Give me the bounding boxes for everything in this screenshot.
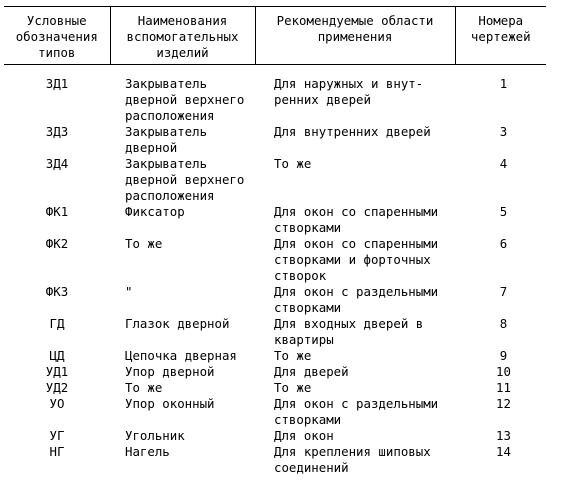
drawing-number-cell: 7: [499, 284, 508, 299]
table-row: [4, 444, 546, 476]
product-name-cell: Упор оконный: [125, 396, 215, 411]
application-area-cell: Для крепления шиповых соединений: [274, 444, 431, 475]
type-code-cell: УГ: [49, 428, 65, 443]
table-row: [4, 316, 546, 348]
drawing-number-cell: 5: [499, 204, 508, 219]
product-name-cell: Закрыватель дверной: [125, 124, 208, 155]
product-name-cell: Фиксатор: [125, 204, 185, 219]
drawing-number-cell: 12: [496, 396, 511, 411]
product-name-cell: Глазок дверной: [125, 316, 230, 331]
application-area-cell: Для окон: [274, 428, 334, 443]
product-name-cell: То же: [125, 236, 163, 251]
application-area-cell: То же: [274, 380, 312, 395]
product-name-cell: Закрыватель дверной верхнего расположения: [125, 76, 245, 123]
application-area-cell: То же: [274, 156, 312, 171]
type-code-cell: НГ: [49, 444, 65, 459]
header-product-name: Наименования вспомогательных изделий: [110, 7, 255, 65]
drawing-number-cell: 4: [499, 156, 508, 171]
application-area-cell: Для внутренних дверей: [274, 124, 431, 139]
application-area-cell: То же: [274, 348, 312, 363]
table-row: [4, 156, 546, 204]
application-area-cell: Для окон со спаренными створками: [274, 204, 439, 235]
product-name-cell: То же: [125, 380, 163, 395]
product-name-cell: ": [125, 284, 133, 299]
type-code-cell: ФК2: [45, 236, 69, 251]
type-code-cell: УО: [49, 396, 65, 411]
table-row: [4, 204, 546, 236]
drawing-number-cell: 9: [499, 348, 508, 363]
application-area-cell: Для дверей: [274, 364, 349, 379]
drawing-number-cell: 10: [496, 364, 511, 379]
type-code-cell: ФК3: [45, 284, 69, 299]
type-code-cell: ФК1: [45, 204, 69, 219]
table-body: [4, 65, 546, 477]
application-area-cell: Для входных дверей в квартиры: [274, 316, 424, 347]
product-name-cell: Нагель: [125, 444, 170, 459]
table-row: [4, 236, 546, 284]
table-row: [4, 284, 546, 316]
application-area-cell: Для окон со спаренными створками и форточных створок: [274, 236, 439, 283]
table-row: [4, 364, 546, 380]
drawing-number-cell: 11: [496, 380, 511, 395]
application-area-cell: Для наружных и внут- ренних дверей: [274, 76, 424, 107]
table-row: [4, 428, 546, 444]
header-drawing-number: Номера чертежей: [455, 7, 546, 65]
type-code-cell: УД1: [45, 364, 69, 379]
application-area-cell: Для окон с раздельными створками: [274, 284, 439, 315]
header-application-area: Рекомендуемые области применения: [255, 7, 455, 65]
drawing-number-cell: 1: [499, 76, 508, 91]
type-code-cell: ЗД1: [45, 76, 69, 91]
table-row: [4, 380, 546, 396]
drawing-number-cell: 6: [499, 236, 508, 251]
product-name-cell: Угольник: [125, 428, 185, 443]
table-row: [4, 124, 546, 156]
drawing-number-cell: 8: [499, 316, 508, 331]
products-table: [4, 6, 546, 476]
type-code-cell: ЦД: [49, 348, 65, 363]
table-row: [4, 348, 546, 364]
table-row: [4, 396, 546, 428]
table-row: [4, 65, 546, 125]
type-code-cell: УД2: [45, 380, 69, 395]
table-header-row: [4, 7, 546, 65]
application-area-cell: Для окон с раздельными створками: [274, 396, 439, 427]
type-code-cell: ЗД3: [45, 124, 69, 139]
product-name-cell: Закрыватель дверной верхнего расположения: [125, 156, 245, 203]
header-type-code: Условные обозначения типов: [4, 7, 110, 65]
drawing-number-cell: 3: [499, 124, 508, 139]
type-code-cell: ЗД4: [45, 156, 69, 171]
product-name-cell: Упор дверной: [125, 364, 215, 379]
drawing-number-cell: 14: [496, 444, 511, 459]
product-name-cell: Цепочка дверная: [125, 348, 237, 363]
type-code-cell: ГД: [49, 316, 65, 331]
drawing-number-cell: 13: [496, 428, 511, 443]
